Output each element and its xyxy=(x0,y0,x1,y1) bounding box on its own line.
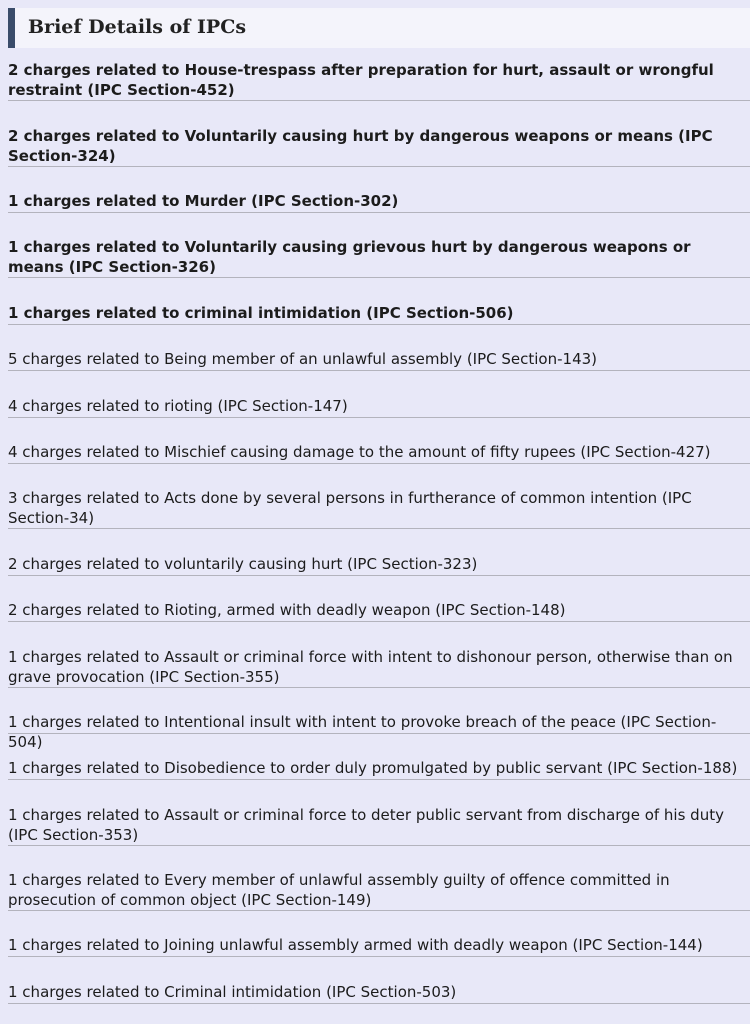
charge-item xyxy=(8,935,750,957)
charge-text: 4 charges related to rioting (IPC Section-147) xyxy=(8,397,348,415)
charge-text: 4 charges related to Mischief causing damage to the amount of fifty rupees (IPC Section-427) xyxy=(8,443,711,461)
charge-text: 1 charges related to criminal intimidation (IPC Section-506) xyxy=(8,304,514,322)
charge-item xyxy=(8,191,750,213)
charge-text: 1 charges related to Intentional insult with intent to provoke breach of the peace (IPC Section-504) xyxy=(8,713,717,751)
charge-text: 5 charges related to Being member of an unlawful assembly (IPC Section-143) xyxy=(8,350,598,368)
charge-text: 2 charges related to House-trespass after preparation for hurt, assault or wrongful restraint (IPC Section-452) xyxy=(8,61,714,99)
charge-item xyxy=(8,442,750,464)
charge-text: 1 charges related to Every member of unlawful assembly guilty of offence committed in prosecution of common object (IPC Section-149) xyxy=(8,871,670,909)
charge-text: 1 charges related to Joining unlawful assembly armed with deadly weapon (IPC Section-144) xyxy=(8,936,703,954)
charge-item xyxy=(8,805,750,846)
charge-item xyxy=(8,349,750,371)
charge-text: 1 charges related to Voluntarily causing grievous hurt by dangerous weapons or means (IPC Section-326) xyxy=(8,238,691,276)
charge-text: 3 charges related to Acts done by several persons in furtherance of common intention (IPC Section-34) xyxy=(8,489,692,527)
charge-text: 1 charges related to Disobedience to order duly promulgated by public servant (IPC Section-188) xyxy=(8,759,738,777)
charge-item xyxy=(8,600,750,622)
charge-item xyxy=(8,488,750,529)
charge-item xyxy=(8,870,750,911)
charge-item xyxy=(8,303,750,325)
charge-text: 2 charges related to Voluntarily causing hurt by dangerous weapons or means (IPC Section-324) xyxy=(8,127,713,165)
charge-item xyxy=(8,396,750,418)
charge-text: 2 charges related to Rioting, armed with deadly weapon (IPC Section-148) xyxy=(8,601,566,619)
charge-item xyxy=(8,647,750,688)
charge-item xyxy=(8,554,750,576)
charge-text: 2 charges related to voluntarily causing hurt (IPC Section-323) xyxy=(8,555,478,573)
charge-item xyxy=(8,60,750,101)
charge-item xyxy=(8,712,750,751)
charge-item xyxy=(8,758,750,780)
charge-item xyxy=(8,982,750,1004)
charge-text: 1 charges related to Assault or criminal force to deter public servant from discharge of his duty (IPC Section-353) xyxy=(8,806,724,844)
charge-item xyxy=(8,237,750,278)
section-title: Brief Details of IPCs xyxy=(28,16,247,38)
charge-item xyxy=(8,126,750,167)
charge-text: 1 charges related to Criminal intimidation (IPC Section-503) xyxy=(8,983,457,1001)
charge-text: 1 charges related to Assault or criminal force with intent to dishonour person, otherwise than on grave provocation (IPC Section-355) xyxy=(8,648,733,686)
charge-text: 1 charges related to Murder (IPC Section-302) xyxy=(8,192,399,210)
